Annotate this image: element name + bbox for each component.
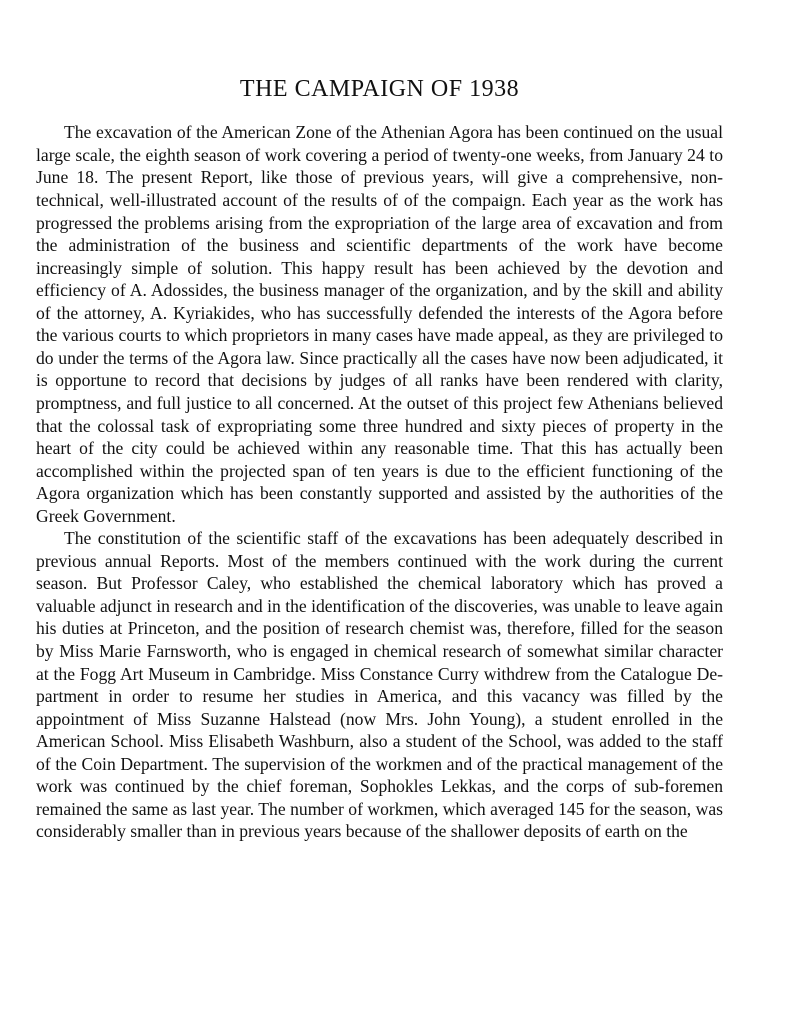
page-title: THE CAMPAIGN OF 1938 <box>239 76 520 102</box>
body-paragraph-2: The constitution of the scientific staff of the excavations has been adequately described in previous annual Reports. Most of the members continued with the work during the current season. But Professor Caley, who established the chemical laboratory which has proved a valuable adjunct in research and in the identification of the discoveries, was unable to leave again his duties at Princeton, and the position of research chemist was, therefore, filled for the season by Miss Marie Farnsworth, who is engaged in chemical research of somewhat similar character at the Fogg Art Museum in Cambridge. Miss Constance Curry withdrew from the Catalogue Department in order to resume her studies in America, and this vacancy was filled by the appointment of Miss Suzanne Halstead (now Mrs. John Young), a student enrolled in the American School. Miss Elisabeth Washburn, also a student of the School, was added to the staff of the Coin Department. The supervision of the workmen and of the practical management of the work was continued by the chief foreman, Sophokles Lekkas, and the corps of sub-foremen remained the same as last year. The number of workmen, which averaged 145 for the season, was considerably smaller than in previous years because of the shallower deposits of earth on the <box>36 528 723 842</box>
document-page <box>36 76 723 843</box>
body-paragraph-1: The excavation of the American Zone of the Athenian Agora has been continued on the usual large scale, the eighth season of work covering a period of twenty-one weeks, from January 24 to June 18. The present Report, like those of previous years, will give a comprehensive, non-technical, well-illustrated account of the results of of the compaign. Each year as the work has progressed the problems arising from the expropriation of the large area of excavation and from the administration of the business and scientific departments of the work have become increasingly simple of solution. This happy result has been achieved by the devotion and efficiency of A. Adossides, the business manager of the organization, and by the skill and ability of the attorney, A. Kyriakides, who has successfully defended the interests of the Agora before the various courts to which proprietors in many cases have made appeal, as they are privileged to do under the terms of the Agora law. Since practically all the cases have now been adjudicated, it is opportune to record that decisions by judges of all ranks have been rendered with clarity, promptness, and full justice to all concerned. At the outset of this project few Athenians believed that the colossal task of expropriating some three hundred and sixty pieces of property in the heart of the city could be achieved within any reasonable time. That this has actually been accomplished within the projected span of ten years is due to the efficient functioning of the Agora organization which has been constantly supported and assisted by the authorities of the Greek Government. <box>36 122 723 526</box>
